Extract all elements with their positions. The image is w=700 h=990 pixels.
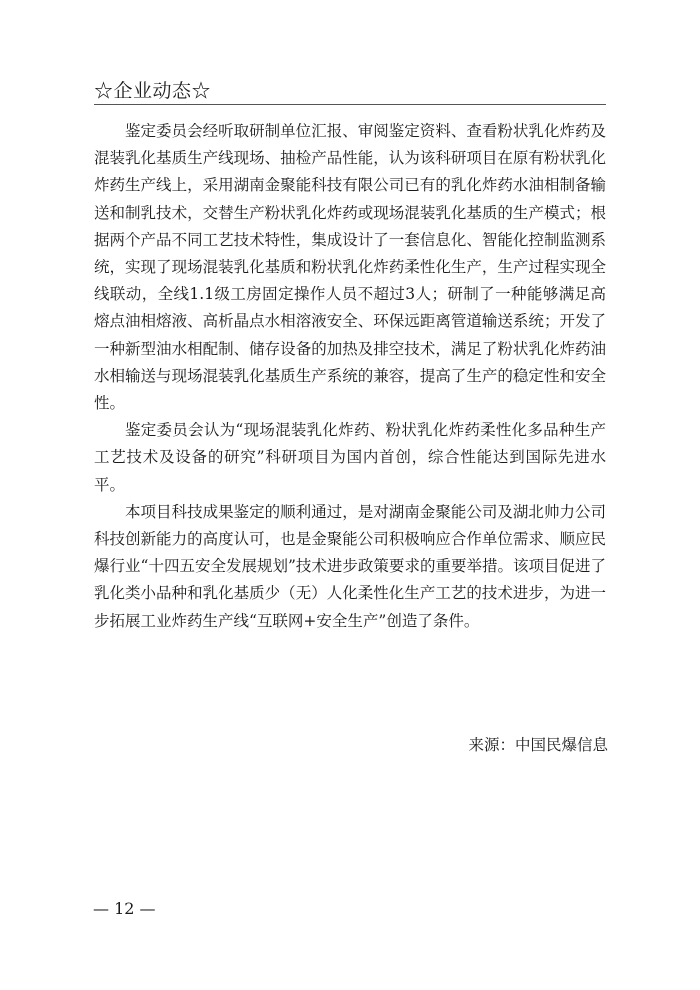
section-header bbox=[94, 80, 606, 105]
section-title: ☆企业动态☆ bbox=[94, 80, 212, 102]
article-body bbox=[94, 118, 606, 635]
paragraph-3: 本项目科技成果鉴定的顺利通过，是对湖南金聚能公司及湖北帅力公司科技创新能力的高度认可，也是金聚能公司积极响应合作单位需求、顺应民爆行业“十四五安全发展规划”技术进步政策要求的重要举措。该项目促进了乳化类小品种和乳化基质少（无）人化柔性化生产工艺的技术进步，为进一步拓展工业炸药生产线“互联网+安全生产”创造了条件。 bbox=[94, 502, 606, 630]
paragraph-1: 鉴定委员会经听取研制单位汇报、审阅鉴定资料、查看粉状乳化炸药及混装乳化基质生产线现场、抽检产品性能，认为该科研项目在原有粉状乳化炸药生产线上，采用湖南金聚能科技有限公司已有的乳化炸药水油相制备输送和制乳技术，交替生产粉状乳化炸药或现场混装乳化基质的生产模式；根据两个产品不同工艺技术特性，集成设计了一套信息化、智能化控制监测系统，实现了现场混装乳化基质和粉状乳化炸药柔性化生产，生产过程实现全线联动，全线1.1级工房固定操作人员不超过3人；研制了一种能够满足高熔点油相熔液、高析晶点水相溶液安全、环保远距离管道输送系统；开发了一种新型油水相配制、储存设备的加热及排空技术，满足了粉状乳化炸药油水相输送与现场混装乳化基质生产系统的兼容，提高了生产的稳定性和安全性。 bbox=[94, 122, 606, 413]
source-attribution: 来源：中国民爆信息 bbox=[468, 736, 608, 754]
paragraph-2: 鉴定委员会认为“现场混装乳化炸药、粉状乳化炸药柔性化多品种生产工艺技术及设备的研究”科研项目为国内首创，综合性能达到国际先进水平。 bbox=[94, 421, 606, 494]
page-number: — 12 — bbox=[93, 899, 156, 918]
